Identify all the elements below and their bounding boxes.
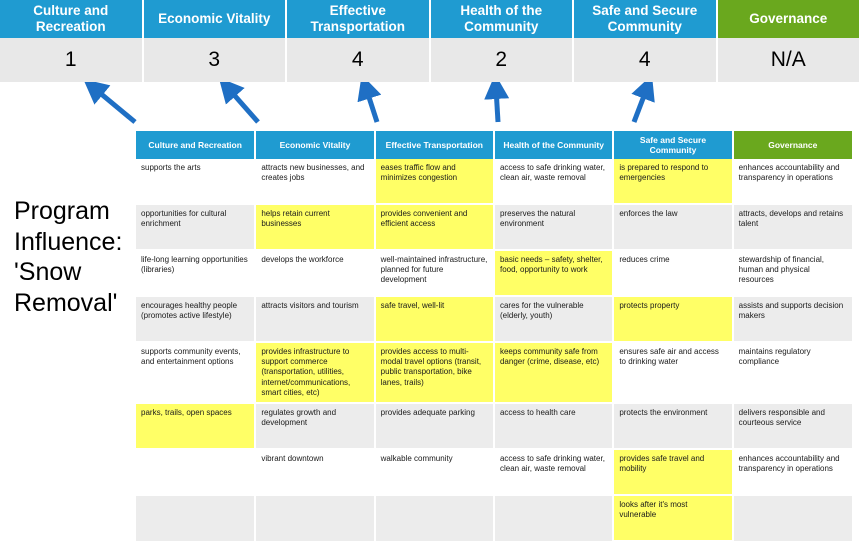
summary-header-effective-transportation: Effective Transportation [287,0,431,38]
matrix-cell: keeps community safe from danger (crime, disease, etc) [494,342,613,403]
matrix-cell: provides access to multi-modal travel options (transit, public transportation, bike lanes, trails) [375,342,494,403]
matrix-cell: stewardship of financial, human and physical resources [733,250,852,296]
summary-header-safe-and-secure-community: Safe and Secure Community [574,0,718,38]
matrix-header-row [136,131,852,159]
matrix-cell: access to health care [494,403,613,449]
score-culture-and-recreation: 1 [0,38,144,82]
matrix-cell: looks after it's most vulnerable [613,495,732,541]
matrix-row [136,403,852,449]
matrix-cell: attracts visitors and tourism [255,296,374,342]
matrix-row [136,204,852,250]
score-health-of-the-community: 2 [431,38,575,82]
matrix-cell: parks, trails, open spaces [136,403,255,449]
matrix-cell: enhances accountability and transparency in operations [733,159,852,204]
arrow-icon-safe-secure [634,88,647,122]
score-safe-and-secure-community: 4 [574,38,718,82]
arrow-icon-health [496,88,498,122]
matrix-cell: helps retain current businesses [255,204,374,250]
summary-header-economic-vitality: Economic Vitality [144,0,288,38]
matrix-cell: access to safe drinking water, clean air, waste removal [494,159,613,204]
matrix-cell: is prepared to respond to emergencies [613,159,732,204]
matrix-cell: reduces crime [613,250,732,296]
summary-header-row [0,0,859,38]
arrow-group [0,82,859,130]
matrix-header-safe-and-secure-community: Safe and Secure Community [613,131,732,159]
program-influence-caption: Program Influence: 'Snow Removal' [14,196,134,318]
arrow-icon-transportation [366,88,377,122]
matrix-cell: delivers responsible and courteous service [733,403,852,449]
matrix-cell: supports the arts [136,159,255,204]
matrix-cell: supports community events, and entertainment options [136,342,255,403]
matrix-cell [136,449,255,495]
matrix-cell: cares for the vulnerable (elderly, youth) [494,296,613,342]
score-effective-transportation: 4 [287,38,431,82]
matrix-row [136,296,852,342]
arrow-icon-culture [94,88,135,122]
matrix-cell: access to safe drinking water, clean air, waste removal [494,449,613,495]
matrix-row [136,342,852,403]
matrix-cell: regulates growth and development [255,403,374,449]
matrix-cell: protects the environment [613,403,732,449]
matrix-cell: attracts new businesses, and creates jobs [255,159,374,204]
matrix-cell: vibrant downtown [255,449,374,495]
matrix-cell: provides adequate parking [375,403,494,449]
matrix-cell: provides safe travel and mobility [613,449,732,495]
matrix-cell: enforces the law [613,204,732,250]
summary-score-row [0,38,859,82]
matrix-row [136,449,852,495]
matrix-header-governance: Governance [733,131,852,159]
matrix-cell: protects property [613,296,732,342]
matrix-cell: life-long learning opportunities (libraries) [136,250,255,296]
matrix-row [136,159,852,204]
summary-header-governance: Governance [718,0,859,38]
matrix-cell [733,495,852,541]
matrix-cell: assists and supports decision makers [733,296,852,342]
matrix-body [136,159,852,541]
strategic-priorities-summary-band [0,0,859,82]
matrix-header-culture-and-recreation: Culture and Recreation [136,131,255,159]
matrix-cell [375,495,494,541]
matrix-row [136,495,852,541]
matrix-cell: eases traffic flow and minimizes congestion [375,159,494,204]
matrix-cell [136,495,255,541]
matrix-cell [255,495,374,541]
matrix-cell: provides convenient and efficient access [375,204,494,250]
score-governance: N/A [718,38,859,82]
arrow-icon-economic [228,88,258,122]
summary-header-health-of-the-community: Health of the Community [431,0,575,38]
matrix-row [136,250,852,296]
matrix-cell: preserves the natural environment [494,204,613,250]
matrix-cell: provides infrastructure to support commerce (transportation, utilities, internet/communications, smart cities, etc) [255,342,374,403]
matrix-cell: enhances accountability and transparency in operations [733,449,852,495]
matrix-cell: maintains regulatory compliance [733,342,852,403]
score-economic-vitality: 3 [144,38,288,82]
matrix-cell: develops the workforce [255,250,374,296]
strategic-outcomes-matrix [136,131,852,542]
matrix-cell: attracts, develops and retains talent [733,204,852,250]
matrix-header-effective-transportation: Effective Transportation [375,131,494,159]
matrix-cell: safe travel, well-lit [375,296,494,342]
matrix-cell: encourages healthy people (promotes active lifestyle) [136,296,255,342]
matrix-cell: ensures safe air and access to drinking water [613,342,732,403]
matrix-cell [494,495,613,541]
matrix-cell: basic needs – safety, shelter, food, opportunity to work [494,250,613,296]
matrix-header-economic-vitality: Economic Vitality [255,131,374,159]
summary-header-culture-and-recreation: Culture and Recreation [0,0,144,38]
matrix-cell: opportunities for cultural enrichment [136,204,255,250]
matrix-cell: well-maintained infrastructure, planned for future development [375,250,494,296]
matrix-header-health-of-the-community: Health of the Community [494,131,613,159]
matrix-cell: walkable community [375,449,494,495]
